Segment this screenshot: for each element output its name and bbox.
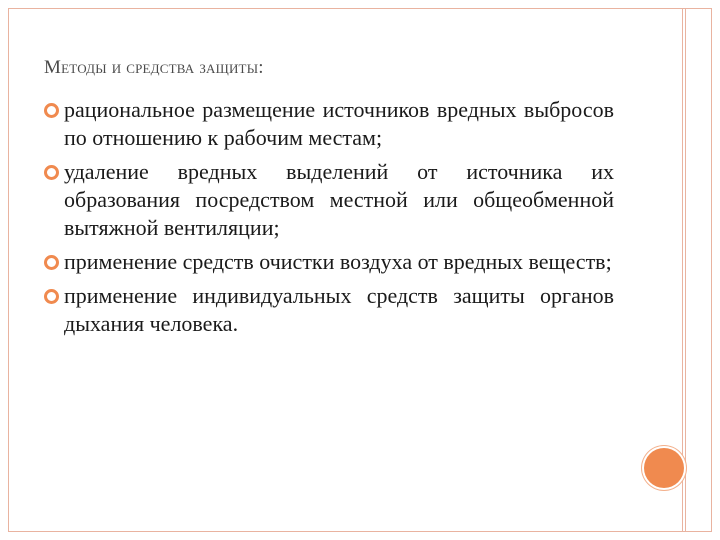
bullet-text: удаление вредных выделений от источника их образования посредством местной или общеобменной вытяжной вентиляции; <box>64 159 614 240</box>
bullet-ring-icon <box>44 103 59 118</box>
bullet-ring-icon <box>44 255 59 270</box>
list-item <box>44 158 614 242</box>
list-item <box>44 248 614 276</box>
right-border-line-inner <box>685 8 686 532</box>
bullet-text: применение средств очистки воздуха от вредных веществ; <box>64 249 612 274</box>
bullet-list <box>44 96 614 344</box>
bullet-text: рациональное размещение источников вредных выбросов по отношению к рабочим местам; <box>64 97 614 150</box>
list-item <box>44 96 614 152</box>
bullet-ring-icon <box>44 289 59 304</box>
bullet-ring-icon <box>44 165 59 180</box>
list-item <box>44 282 614 338</box>
bullet-text: применение индивидуальных средств защиты органов дыхания человека. <box>64 283 614 336</box>
slide-title: Методы и средства защиты: <box>44 57 264 78</box>
decorative-circle-icon <box>644 448 684 488</box>
right-border-line <box>682 8 683 532</box>
